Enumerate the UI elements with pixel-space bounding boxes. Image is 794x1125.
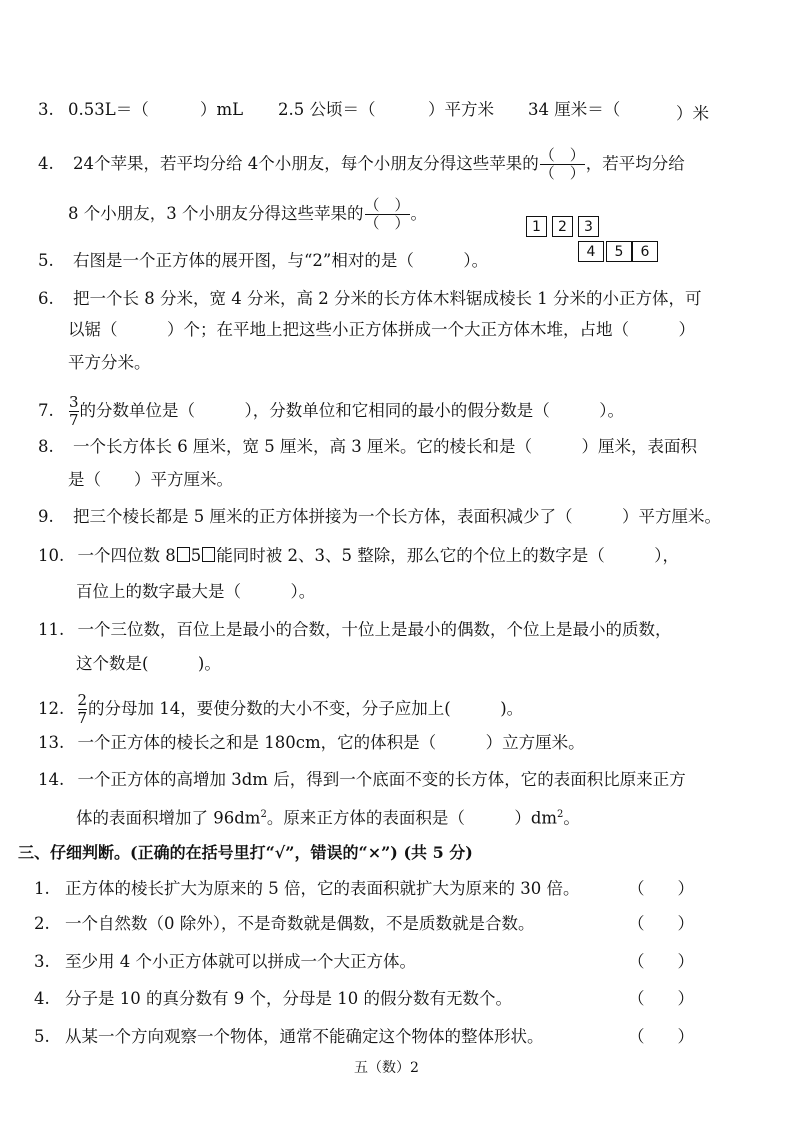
judge-5-text: 从某一个方向观察一个物体，通常不能确定这个物体的整体形状。 xyxy=(65,1027,544,1046)
q7-numerator: 3 xyxy=(69,393,79,411)
net-cell-6: 6 xyxy=(632,241,658,262)
q3-part-b: ）mL xyxy=(200,100,244,119)
q5-text: 右图是一个正方体的展开图，与“2”相对的是（ ）。 xyxy=(73,251,489,270)
q3-part-d: ）平方米 xyxy=(428,100,494,119)
question-13 xyxy=(38,733,585,753)
q4-frac1-numerator: （ ） xyxy=(539,146,585,164)
question-6-line1 xyxy=(38,289,701,309)
question-11-line1 xyxy=(38,620,672,640)
q4-frac2-numerator: （ ） xyxy=(364,196,410,214)
net-cell-4: 4 xyxy=(578,241,604,262)
q7-number: 7. xyxy=(38,401,54,420)
judge-item-1 xyxy=(34,879,579,899)
cube-net-diagram xyxy=(526,216,661,266)
page-footer: 五（数）2 xyxy=(354,1060,419,1076)
q8-line1: 一个长方体长 6 厘米，宽 5 厘米，高 3 厘米。它的棱长和是（ ）厘米，表面积 xyxy=(73,437,697,456)
q12-fraction xyxy=(78,692,88,727)
question-4-line1 xyxy=(38,147,685,182)
judge-4-text: 分子是 10 的真分数有 9 个，分母是 10 的假分数有无数个。 xyxy=(65,989,512,1008)
question-9 xyxy=(38,507,721,527)
q10-line2: 百位上的数字最大是（ ）。 xyxy=(76,582,316,601)
q10-digit-box-2 xyxy=(202,547,215,562)
q11-line1: 一个三位数，百位上是最小的合数，十位上是最小的偶数，个位上是最小的质数， xyxy=(77,620,672,639)
q3-number: 3. xyxy=(38,100,54,119)
judge-1-text: 正方体的棱长扩大为原来的 5 倍，它的表面积就扩大为原来的 30 倍。 xyxy=(65,879,580,898)
question-3 xyxy=(38,100,54,120)
q4-fraction-blank-1 xyxy=(540,147,585,182)
q12-number: 12. xyxy=(38,699,65,718)
net-cell-5: 5 xyxy=(606,241,632,262)
q8-line2: 是（ ）平方厘米。 xyxy=(68,470,233,489)
q14-line1: 一个正方体的高增加 3dm 后，得到一个底面不变的长方体，它的表面积比原来正方 xyxy=(77,770,686,789)
q13-number: 13. xyxy=(38,733,65,752)
q12-denominator: 7 xyxy=(77,709,88,727)
judge-3-paren[interactable]: （ ） xyxy=(628,952,694,971)
judge-1-paren[interactable]: （ ） xyxy=(628,879,694,898)
q3-part-c: 2.5 公顷＝（ xyxy=(278,100,376,119)
judge-1-number: 1. xyxy=(34,879,50,898)
q4-text-b: ，若平均分给 xyxy=(585,154,685,173)
q10-text-a: 一个四位数 8 xyxy=(77,546,176,565)
judge-2-paren[interactable]: （ ） xyxy=(628,914,694,933)
q7-fraction xyxy=(69,394,79,429)
q4-frac1-denominator: （ ） xyxy=(539,164,585,182)
question-7 xyxy=(38,394,624,429)
question-8-line1 xyxy=(38,437,697,457)
judge-item-5 xyxy=(34,1027,544,1047)
q14-superscript-2: 2 xyxy=(557,809,564,820)
q9-number: 9. xyxy=(38,507,54,526)
net-cell-3: 3 xyxy=(578,216,599,237)
question-12 xyxy=(38,692,523,727)
q14-line2-a: 体的表面积增加了 96dm xyxy=(76,808,261,828)
q14-line2 xyxy=(76,805,580,829)
judge-item-2 xyxy=(34,914,535,934)
judge-item-3 xyxy=(34,952,416,972)
net-cell-1: 1 xyxy=(526,216,547,237)
q3-part-e: 34 厘米＝（ xyxy=(528,100,621,119)
net-cell-2: 2 xyxy=(552,216,573,237)
q13-text: 一个正方体的棱长之和是 180cm，它的体积是（ ）立方厘米。 xyxy=(77,733,585,752)
q7-denominator: 7 xyxy=(69,411,79,429)
q14-line2-c: 。 xyxy=(563,808,580,828)
q7-text: 的分数单位是（ ），分数单位和它相同的最小的假分数是（ ）。 xyxy=(79,401,625,420)
q3-part-f: ）米 xyxy=(676,104,709,123)
q12-numerator: 2 xyxy=(77,691,88,709)
judge-4-number: 4. xyxy=(34,989,50,1008)
q6-line3: 平方分米。 xyxy=(68,353,151,372)
question-4-line2 xyxy=(68,197,427,232)
question-5 xyxy=(38,251,488,271)
q3-part-a: 0.53L＝（ xyxy=(68,100,149,119)
q11-line2: 这个数是( )。 xyxy=(76,654,221,673)
q9-text: 把三个棱长都是 5 厘米的正方体拼接为一个长方体，表面积减少了（ ）平方厘米。 xyxy=(73,507,721,526)
q4-fraction-blank-2 xyxy=(365,197,410,232)
q5-number: 5. xyxy=(38,251,54,270)
q10-text-b: 5 xyxy=(190,546,202,565)
judge-item-4 xyxy=(34,989,512,1009)
q4-number: 4. xyxy=(38,154,54,173)
q6-number: 6. xyxy=(38,289,54,308)
question-10-line1 xyxy=(38,546,679,566)
judge-5-paren[interactable]: （ ） xyxy=(628,1027,694,1046)
q10-text-c: 能同时被 2、3、5 整除，那么它的个位上的数字是（ ）， xyxy=(216,546,679,565)
q6-line2: 以锯（ ）个；在平地上把这些小正方体拼成一个大正方体木堆，占地（ ） xyxy=(68,320,695,339)
q6-line1: 把一个长 8 分米，宽 4 分米，高 2 分米的长方体木料锯成棱长 1 分米的小正方体，可 xyxy=(73,289,702,308)
section-3-heading: 三、仔细判断。(正确的在括号里打“√”，错误的“×”) (共 5 分) xyxy=(18,843,473,862)
q10-number: 10. xyxy=(38,546,65,565)
judge-3-text: 至少用 4 个小正方体就可以拼成一个大正方体。 xyxy=(65,952,416,971)
judge-2-text: 一个自然数（0 除外），不是奇数就是偶数，不是质数就是合数。 xyxy=(65,914,535,933)
q4-frac2-denominator: （ ） xyxy=(364,214,410,232)
q14-number: 14. xyxy=(38,770,65,789)
q14-superscript-1: 2 xyxy=(260,809,267,820)
q14-line2-b: 。原来正方体的表面积是（ ）dm xyxy=(266,808,558,828)
q10-digit-box-1 xyxy=(177,547,190,562)
q4-text-a: 24个苹果，若平均分给 4个小朋友，每个小朋友分得这些苹果的 xyxy=(73,154,539,173)
judge-5-number: 5. xyxy=(34,1027,50,1046)
question-14-line1 xyxy=(38,770,686,790)
judge-3-number: 3. xyxy=(34,952,50,971)
judge-2-number: 2. xyxy=(34,914,50,933)
q11-number: 11. xyxy=(38,620,65,639)
judge-4-paren[interactable]: （ ） xyxy=(628,989,694,1008)
q12-text: 的分母加 14，要使分数的大小不变，分子应加上( )。 xyxy=(88,699,524,718)
q8-number: 8. xyxy=(38,437,54,456)
q4-text-d: 。 xyxy=(410,204,428,223)
q4-text-c: 8 个小朋友，3 个小朋友分得这些苹果的 xyxy=(68,204,364,223)
